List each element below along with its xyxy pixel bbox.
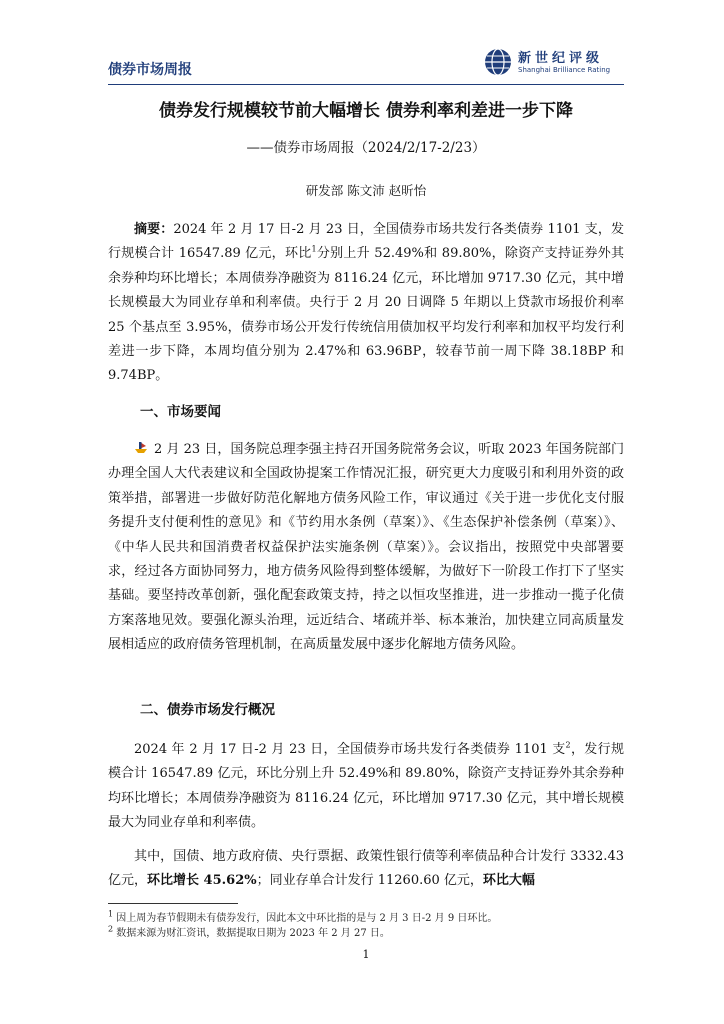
footnote-divider: [108, 903, 238, 904]
authors: 研发部 陈文沛 赵昕怡: [305, 183, 427, 198]
abstract-paragraph: [108, 218, 624, 389]
footnote-1-text: 因上周为春节假期未有债券发行，因此本文中环比指的是与 2 月 3 日-2 月 9 日环比。: [116, 913, 498, 924]
abstract-text-a: 2024 年 2 月 17 日-2 月 23 日，全国债券市场共发行各类债券 1101 支，发行规模合计 16547.89 亿元，环比: [108, 222, 624, 262]
footnote-ref-1: 1: [311, 245, 317, 255]
globe-logo-icon: [484, 48, 512, 76]
footnote-2-number: 2: [108, 924, 114, 934]
news-paragraph-text: 2 月 23 日，国务院总理李强主持召开国务院常务会议，听取 2023 年国务院部门办理全国人大代表建议和全国政协提案工作情况汇报，研究更大力度吸引和利用外资的政策举措，部署进一步做好防范化解地方债务风险工作，审议通过《关于进一步优化支付服务提升支付便利性的意见》和《节约用水条例（草案）》、《生态保护补偿条例（草案）》、《中华人民共和国消费者权益保护法实施条例（草案）》。会议指出，按照党中央部署要求，经过各方面协同努力，地方债务风险得到整体缓解，为做好下一阶段工作打下了坚实基础。要坚持改革创新，强化配套政策支持，持之以恒攻坚推进，进一步推动一揽子化债方案落地见效。要强化源头治理，远近结合、堵疏并举、标本兼治，加快建立同高质量发展相适应的政府债务管理机制，在高质量发展中逐步化解地方债务风险。: [108, 442, 624, 653]
section-heading-issuance: 二、债券市场发行概况: [140, 702, 275, 718]
document-title: 债券发行规模较节前大幅增长 债券利率利差进一步下降: [159, 101, 573, 121]
header-title: 债券市场周报: [108, 62, 192, 78]
issuance-p2-bold-1: 环比增长 45.62%: [147, 873, 257, 889]
logo-english-name: Shanghai Brilliance Rating: [518, 66, 611, 74]
logo-chinese-name: 新世纪评级: [518, 51, 604, 66]
footnote-ref-2: 2: [565, 740, 571, 750]
footnote-2-text: 数据来源为财汇资讯，数据提取日期为 2023 年 2 月 27 日。: [116, 928, 390, 939]
footnote-2: [108, 924, 390, 939]
issuance-p1-text-b: ，发行规模合计 16547.89 亿元，环比分别上升 52.49%和 89.80%，除资产支持证券外其余券种均环比增长；本周债券净融资为 8116.24 亿元，环比增加 9717.30 亿元，其中增长规模最大为同业存单和利率债。: [108, 742, 624, 831]
issuance-p2-text-b: ；同业存单合计发行 11260.60 亿元，: [256, 873, 483, 889]
abstract-text-b: 分别上升 52.49%和 89.80%，除资产支持证券外其余券种均环比增长；本周债券净融资为 8116.24 亿元，环比增加 9717.30 亿元，其中增长规模最大为同业存单和利率债。央行于 2 月 20 日调降 5 年期以上贷款市场报价利率 25 个基点至 3.95%，债券市场公开发行传统信用债加权平均发行利率和加权平均发行利差进一步下降，本周均值分别为 2.47%和 63.96BP，较春节前一周下降 38.18BP 和 9.74BP。: [108, 246, 625, 384]
document-subtitle: ——债券市场周报（2024/2/17-2/23）: [246, 140, 486, 156]
page-header: [108, 44, 624, 85]
bullet-flag-icon: [134, 441, 148, 455]
footnote-1-number: 1: [108, 909, 114, 919]
section-heading-news: 一、市场要闻: [140, 404, 221, 420]
issuance-p2-bold-2: 环比大幅: [482, 873, 535, 889]
footnote-1: [108, 909, 497, 924]
abstract-label: 摘要：: [134, 222, 174, 237]
issuance-paragraph-2: [108, 845, 624, 894]
page-number: 1: [362, 948, 370, 961]
issuance-paragraph-1: [108, 738, 624, 836]
issuance-p2-text-a: 其中，国债、地方政府债、央行票据、政策性银行债等利率债品种合计发行 3332.43 亿元，: [108, 849, 624, 889]
news-paragraph: [108, 438, 624, 658]
brand-logo: [484, 44, 624, 80]
issuance-p1-text-a: 2024 年 2 月 17 日-2 月 23 日，全国债券市场共发行各类债券 1101 支: [134, 742, 566, 757]
